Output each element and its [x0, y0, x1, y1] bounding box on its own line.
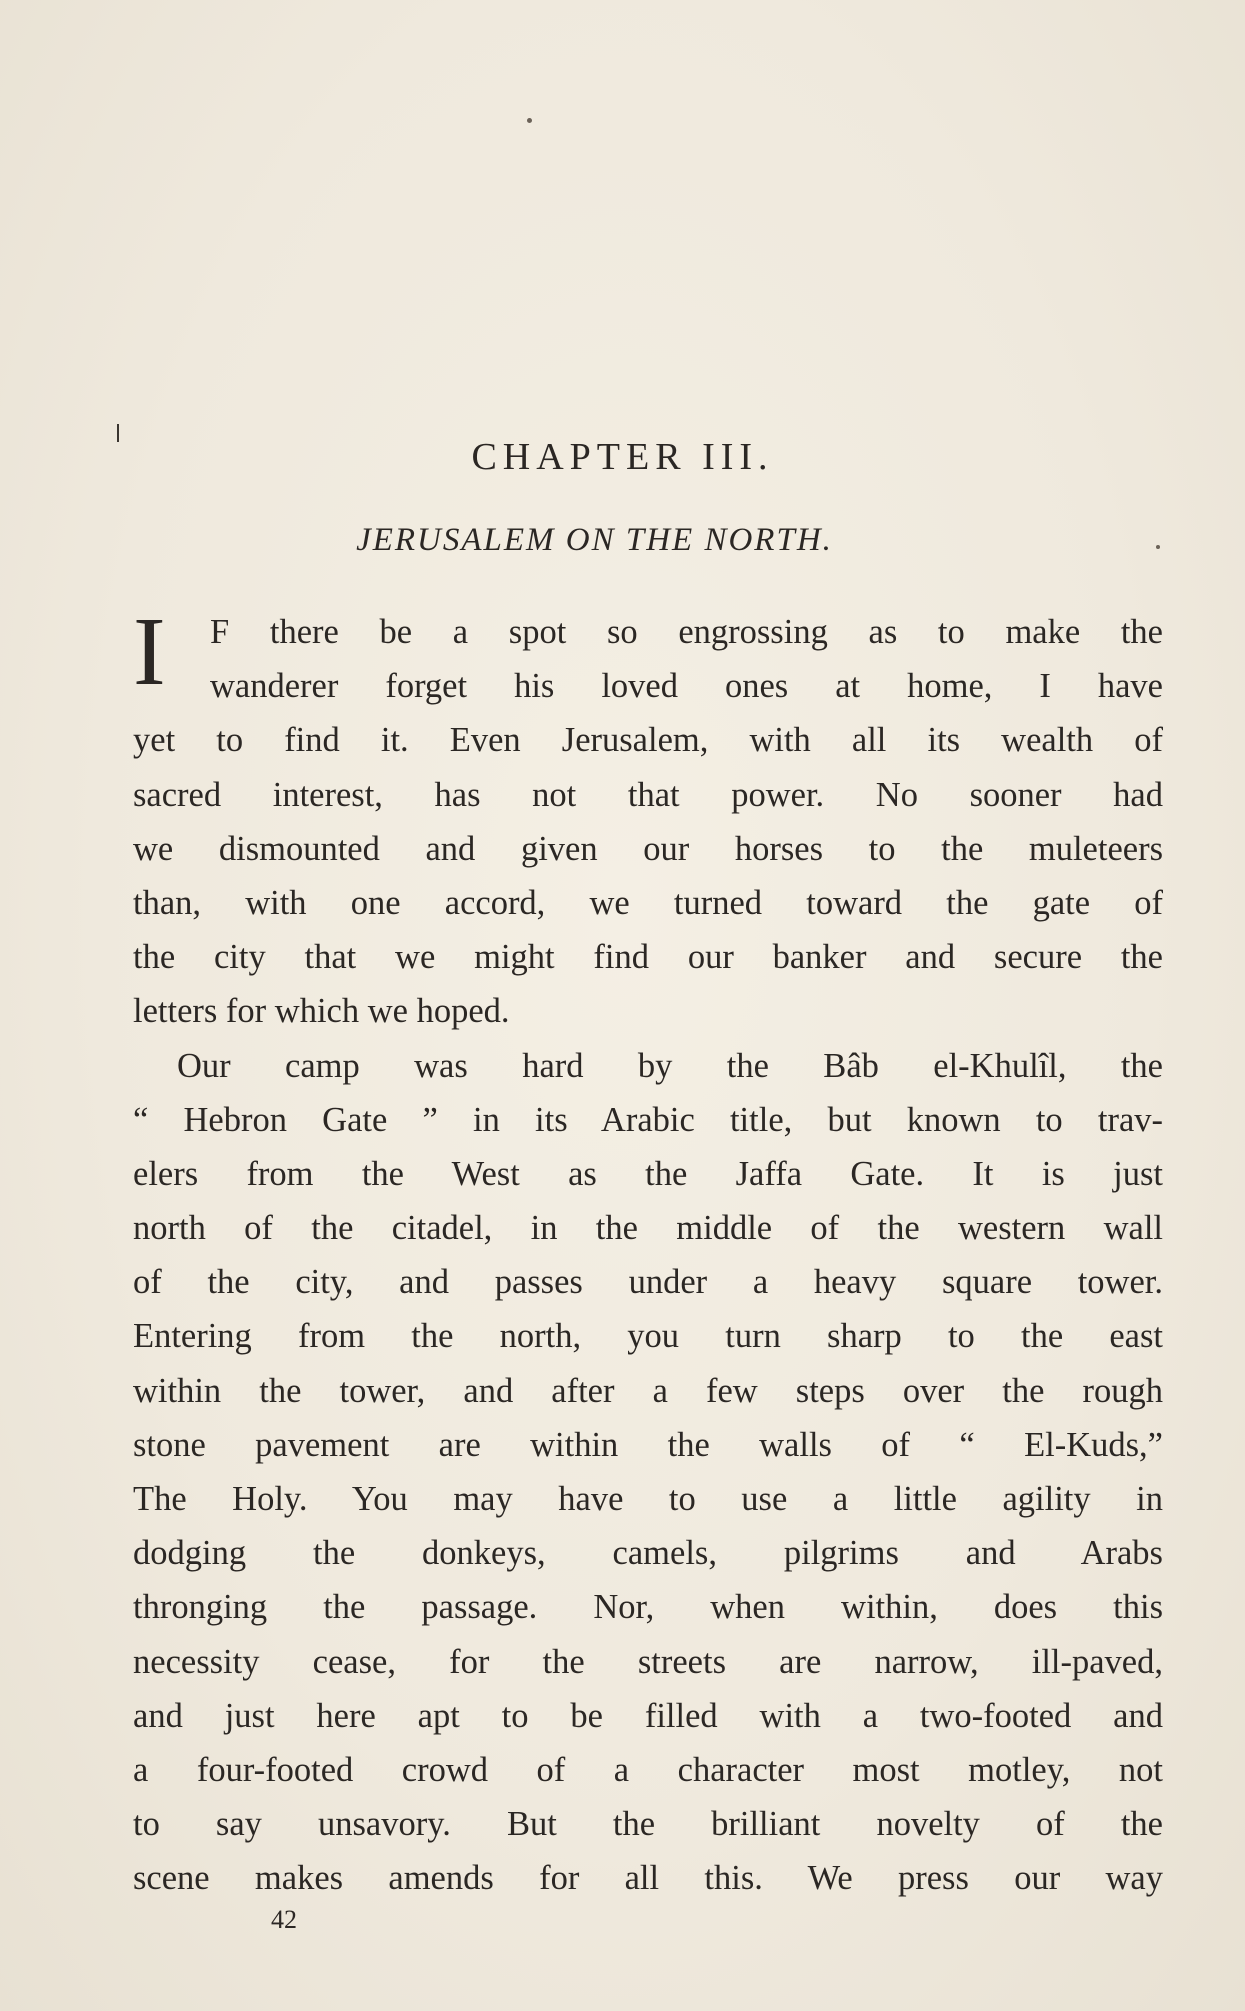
text-line: F there be a spot so engrossing as to make the [210, 613, 1163, 651]
chapter-subtitle: JERUSALEM ON THE NORTH. [356, 522, 833, 558]
text-line: within the tower, and after a few steps over the rough [133, 1371, 1163, 1410]
text-line: than, with one accord, we turned toward the gate of [133, 883, 1163, 922]
text-line: the city that we might find our banker and secure the [133, 938, 1163, 977]
text-line: “ Hebron Gate ” in its Arabic title, but known to trav- [133, 1100, 1163, 1139]
text-line: sacred interest, has not that power. No sooner had [133, 775, 1163, 814]
text-line: dodging the donkeys, camels, pilgrims and Arabs [133, 1534, 1163, 1573]
text-line: and just here apt to be filled with a two-footed and [133, 1696, 1163, 1735]
text-line: thronging the passage. Nor, when within, does this [133, 1588, 1163, 1627]
speck [527, 118, 532, 123]
text-line: The Holy. You may have to use a little agility in [133, 1480, 1163, 1518]
text-line: elers from the West as the Jaffa Gate. It is just [133, 1154, 1163, 1193]
text-line: yet to find it. Even Jerusalem, with all its wealth of [133, 721, 1163, 760]
chapter-heading: CHAPTER III. [471, 436, 774, 478]
text-line: stone pavement are within the walls of “ El-Kuds,” [133, 1425, 1163, 1464]
page-number: 42 [271, 1905, 297, 1934]
text-line: of the city, and passes under a heavy square tower. [133, 1263, 1163, 1302]
text-line: Entering from the north, you turn sharp to the east [133, 1317, 1163, 1356]
drop-cap: I [133, 598, 166, 706]
text-line: letters for which we hoped. [133, 992, 510, 1031]
text-line: necessity cease, for the streets are narrow, ill-paved, [133, 1642, 1163, 1681]
text-line: scene makes amends for all this. We press our way [133, 1859, 1163, 1898]
text-line: Our camp was hard by the Bâb el-Khulîl, the [177, 1046, 1163, 1085]
body-text [133, 605, 1163, 1906]
text-line: a four-footed crowd of a character most motley, not [133, 1750, 1163, 1789]
text-line: north of the citadel, in the middle of the western wall [133, 1209, 1163, 1248]
text-line: we dismounted and given our horses to the muleteers [133, 829, 1163, 868]
text-line: wanderer forget his loved ones at home, I have [210, 667, 1163, 706]
text-line: to say unsavory. But the brilliant novelty of the [133, 1805, 1163, 1844]
